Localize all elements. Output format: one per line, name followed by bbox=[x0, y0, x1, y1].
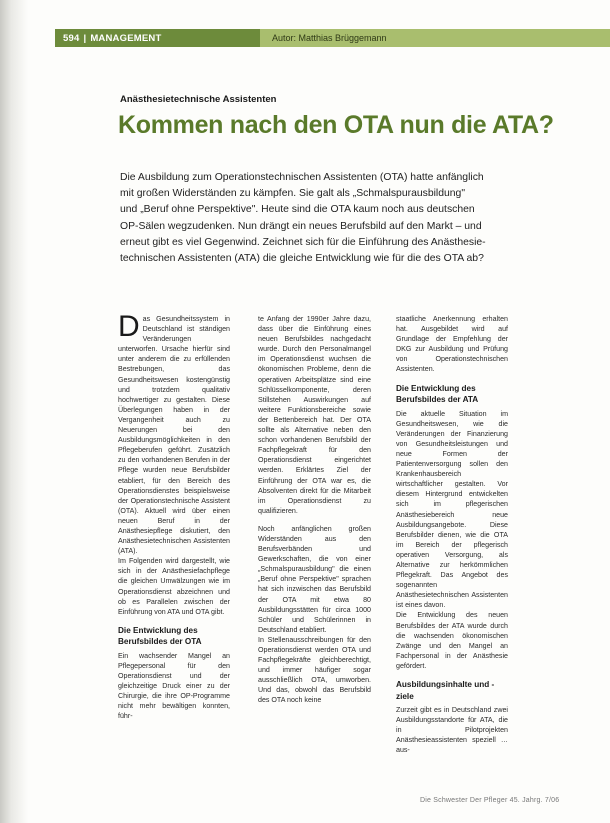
page-number: 594 bbox=[63, 32, 80, 44]
lead-line: und „Beruf ohne Perspektive". Heute sind die OTA kaum noch aus deutschen bbox=[120, 204, 475, 216]
lead-line: Die Ausbildung zum Operationstechnischen Assistenten (OTA) hatte anfänglich bbox=[120, 172, 484, 183]
lead-line: OP-Sälen wegzudenken. Nun drängt ein neues Berufsbild auf den Markt – und bbox=[120, 220, 482, 232]
author-line: Autor: Matthias Brüggemann bbox=[272, 33, 387, 43]
body-paragraph: In Stellenausschreibungen für den Operationsdienst werden OTA und Fachpflegekräfte gleichberechtigt, und immer häufiger sogar ausschließlich OTA, umworben. Und das, obwohl das Berufsbild des OTA noch keine bbox=[258, 635, 371, 705]
body-paragraph: Ein wachsender Mangel an Pflegepersonal für den Operationsdienst und der gleichzeitige Druck einer zu der Chirurgie, die ihre OP-Programme nicht mehr bewältigen konnten, führ- bbox=[118, 651, 230, 721]
body-paragraph: as Gesundheitssystem in Deutschland ist ständigen Veränderungen unterworfen. Ursache hierfür sind unter anderem die zu erfüllenden Bestrebungen, das Gesundheitswesen kostengünstig und trotzdem qualitativ hochwertiger zu gestalten. Diese Überlegungen haben in der Vergangenheit auch zu Neuerungen bei den Ausbildungsmöglichkeiten in den Pflegeberufen geführt. Zusätzlich zu den vorhandenen Berufen in der Pflege wurden neue Berufsbilder etabliert, für den Bereich des Operationsdienstes beispielsweise der Operationstechnische Assistent (OTA). Aktuell wird über einen neuen Beruf in der Anästhesiepflege diskutiert, den Anästhesietechnischen Assistenten (ATA). bbox=[118, 315, 230, 556]
page-header bbox=[55, 29, 610, 47]
drop-cap: D bbox=[118, 310, 140, 343]
lead-line: erneut gibt es viel Gegenwind. Zeichnet sich für die Einführung des Anästhesie- bbox=[120, 236, 486, 248]
section-subhead: Ausbildungsinhalte und -ziele bbox=[396, 680, 495, 701]
section-banner bbox=[55, 29, 260, 47]
section-subhead: Die Entwicklung des Berufsbildes der OTA bbox=[118, 625, 202, 647]
article-kicker: Anästhesietechnische Assistenten bbox=[120, 94, 277, 105]
body-paragraph: Noch anfänglichen großen Widerständen aus den Berufsverbänden und Gewerkschaften, die von einer „Schmalspurausbildung" die einen „Beruf ohne Perspektive" sprachen hat sich inzwischen das Berufsbild der OTA mit etwa 80 Ausbildungsstätten für circa 1000 Schüler und Schülerinnen in Deutschland etabliert. bbox=[258, 524, 371, 634]
body-paragraph: Die aktuelle Situation im Gesundheitswesen, wie die Veränderungen der Finanzierung von Gesundheitsleistungen und neue Formen der Patientenversorgung sollen den Krankenhausbereich wirtschaftlicher gestalten. Vor diesem Hintergrund entwickelten sich im pflegerischen Anästhesiebereich neue Ausbildungsangebote. Diese Berufsbilder dienen, wie die OTA im Bereich der pflegerisch operativen Versorgung, als Alternative zur herkömmlichen Pflegekraft. Das Angebot des sogenannten Anästhesietechnischen Assistenten ist eines davon. bbox=[396, 409, 508, 610]
author-banner bbox=[260, 29, 610, 47]
body-paragraph: staatliche Anerkennung erhalten hat. Ausgebildet wird auf Grundlage der Empfehlung der DKG zur Ausbildung und Prüfung von Operationstechnischen Assistenten. bbox=[396, 315, 508, 374]
body-column-2 bbox=[258, 314, 371, 706]
lead-line: technischen Assistenten (ATA) die gleiche Entwicklung wie für die des OTA ab? bbox=[120, 253, 484, 265]
section-name: MANAGEMENT bbox=[90, 32, 162, 44]
lead-line: mit großen Widerständen zu kämpfen. Sie galt als „Schmalspurausbildung" bbox=[120, 188, 466, 200]
header-separator: | bbox=[83, 32, 87, 44]
body-column-1 bbox=[118, 310, 230, 721]
body-column-3 bbox=[396, 314, 508, 755]
body-paragraph: Zurzeit gibt es in Deutschland zwei Ausbildungsstandorte für ATA, die in Pilotprojekten Anästhesieassistenten speziell … aus- bbox=[396, 706, 508, 755]
body-paragraph: Die Entwicklung des neuen Berufsbildes der ATA wurde durch die wachsenden ökonomischen Zwänge und den Mangel an Fachpersonal in der Anästhesie gefördert. bbox=[396, 611, 508, 670]
article-lead bbox=[120, 170, 570, 267]
body-paragraph: te Anfang der 1990er Jahre dazu, dass über die Einführung eines neuen Berufsbildes nachgedacht wurde. Durch den Personalmangel im Operationsdienst wuchsen die ökonomischen Probleme, denn die operativen Arbeitsplätze sind eine Schlüsselkomponente, deren Stillstehen Auswirkungen auf weitere Funktionsbereiche sowie der Bettenbereich hat. Der OTA sollte als Alternative neben den schon vorhandenen Berufsbild der Fachpflegekraft für den Operationsdienst eingerichtet werden. Erklärtes Ziel der Einführung der OTA war es, die Absolventen direkt für die Mitarbeit im Operationsdienst zu qualifizieren. bbox=[258, 315, 371, 515]
section-subhead: Die Entwicklung des Berufsbildes der ATA bbox=[396, 383, 479, 405]
body-paragraph: Im Folgenden wird dargestellt, wie sich in der Anästhesiefachpflege die gleichen Umwälzungen wie im Operationsdienst abzeichnen und ob es Parallelen zwischen der Einführung von ATA und OTA gibt. bbox=[118, 557, 230, 616]
article-title: Kommen nach den OTA nun die ATA? bbox=[118, 111, 554, 139]
page-footer: Die Schwester Der Pfleger 45. Jahrg. 7/06 bbox=[420, 797, 560, 804]
binding-shadow bbox=[0, 0, 28, 823]
